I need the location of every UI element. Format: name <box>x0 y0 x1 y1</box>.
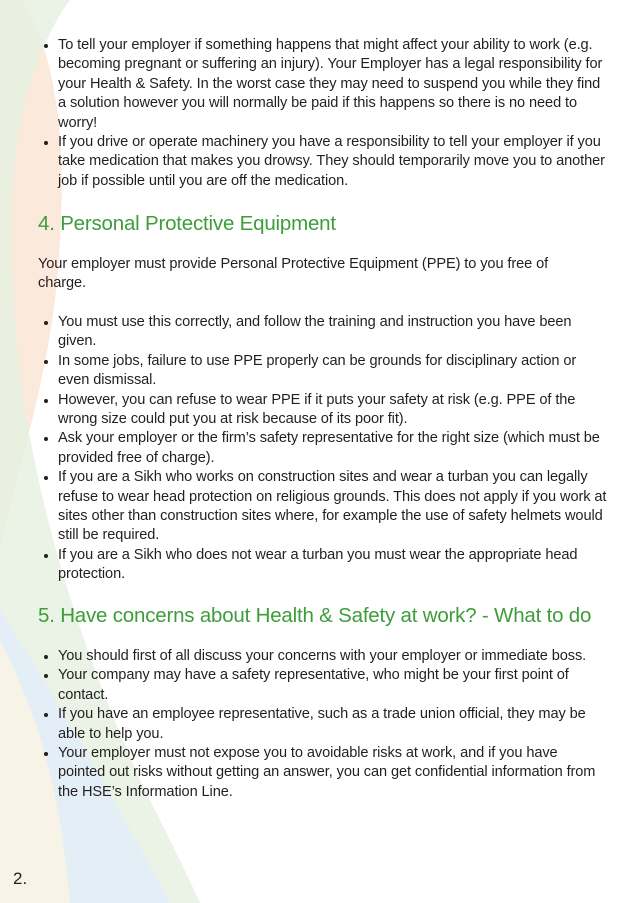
list-item: In some jobs, failure to use PPE properly can be grounds for disciplinary action or even dismissal. <box>42 352 607 391</box>
list-item: However, you can refuse to wear PPE if it puts your safety at risk (e.g. PPE of the wrong size could put you at risk because of its poor fit). <box>42 391 607 430</box>
list-item: If you have an employee representative, such as a trade union official, they may be able to help you. <box>42 705 607 744</box>
bullet-dot-icon <box>44 44 48 48</box>
list-item: To tell your employer if something happens that might affect your ability to work (e.g. becoming pregnant or suffering an injury). Your Employer has a legal responsibility for your Health & Safety. In the worst case they may need to suspend you while they find a solution however you will normally be paid if this happens so there is no need to worry! <box>42 36 607 133</box>
bullet-dot-icon <box>44 399 48 403</box>
bullet-dot-icon <box>44 476 48 480</box>
concerns-heading: 5. Have concerns about Health & Safety at work? - What to do <box>38 604 592 627</box>
bullet-dot-icon <box>44 141 48 145</box>
bullet-dot-icon <box>44 554 48 558</box>
page-number: 2. <box>13 869 28 888</box>
list-item: Your employer must not expose you to avoidable risks at work, and if you have pointed out risks without getting an answer, you can get confidential information from the HSE’s Information Line. <box>42 744 607 802</box>
list-item: You should first of all discuss your concerns with your employer or immediate boss. <box>42 647 607 666</box>
list-item: If you are a Sikh who does not wear a turban you must wear the appropriate head protection. <box>42 546 607 585</box>
list-item: Your company may have a safety representative, who might be your first point of contact. <box>42 666 607 705</box>
bullet-dot-icon <box>44 674 48 678</box>
ppe-intro: Your employer must provide Personal Protective Equipment (PPE) to you free of charge. <box>38 256 549 292</box>
ppe-heading: 4. Personal Protective Equipment <box>38 212 336 235</box>
ppe-list <box>42 313 607 585</box>
concerns-list <box>42 647 607 802</box>
bullet-dot-icon <box>44 321 48 325</box>
list-item: If you are a Sikh who works on construction sites and wear a turban you can legally refuse to wear head protection on religious grounds. This does not apply if you work at sites other than construction sites where, for example the use of safety helmets would still be required. <box>42 468 607 546</box>
responsibility-list <box>42 36 607 191</box>
bullet-dot-icon <box>44 437 48 441</box>
list-item: You must use this correctly, and follow the training and instruction you have been given. <box>42 313 607 352</box>
list-item: If you drive or operate machinery you have a responsibility to tell your employer if you take medication that makes you drowsy. They should temporarily move you to another job if possible until you are off the medication. <box>42 133 607 191</box>
bullet-dot-icon <box>44 713 48 717</box>
bullet-dot-icon <box>44 360 48 364</box>
bullet-dot-icon <box>44 752 48 756</box>
list-item: Ask your employer or the firm’s safety representative for the right size (which must be provided free of charge). <box>42 429 607 468</box>
bullet-dot-icon <box>44 655 48 659</box>
